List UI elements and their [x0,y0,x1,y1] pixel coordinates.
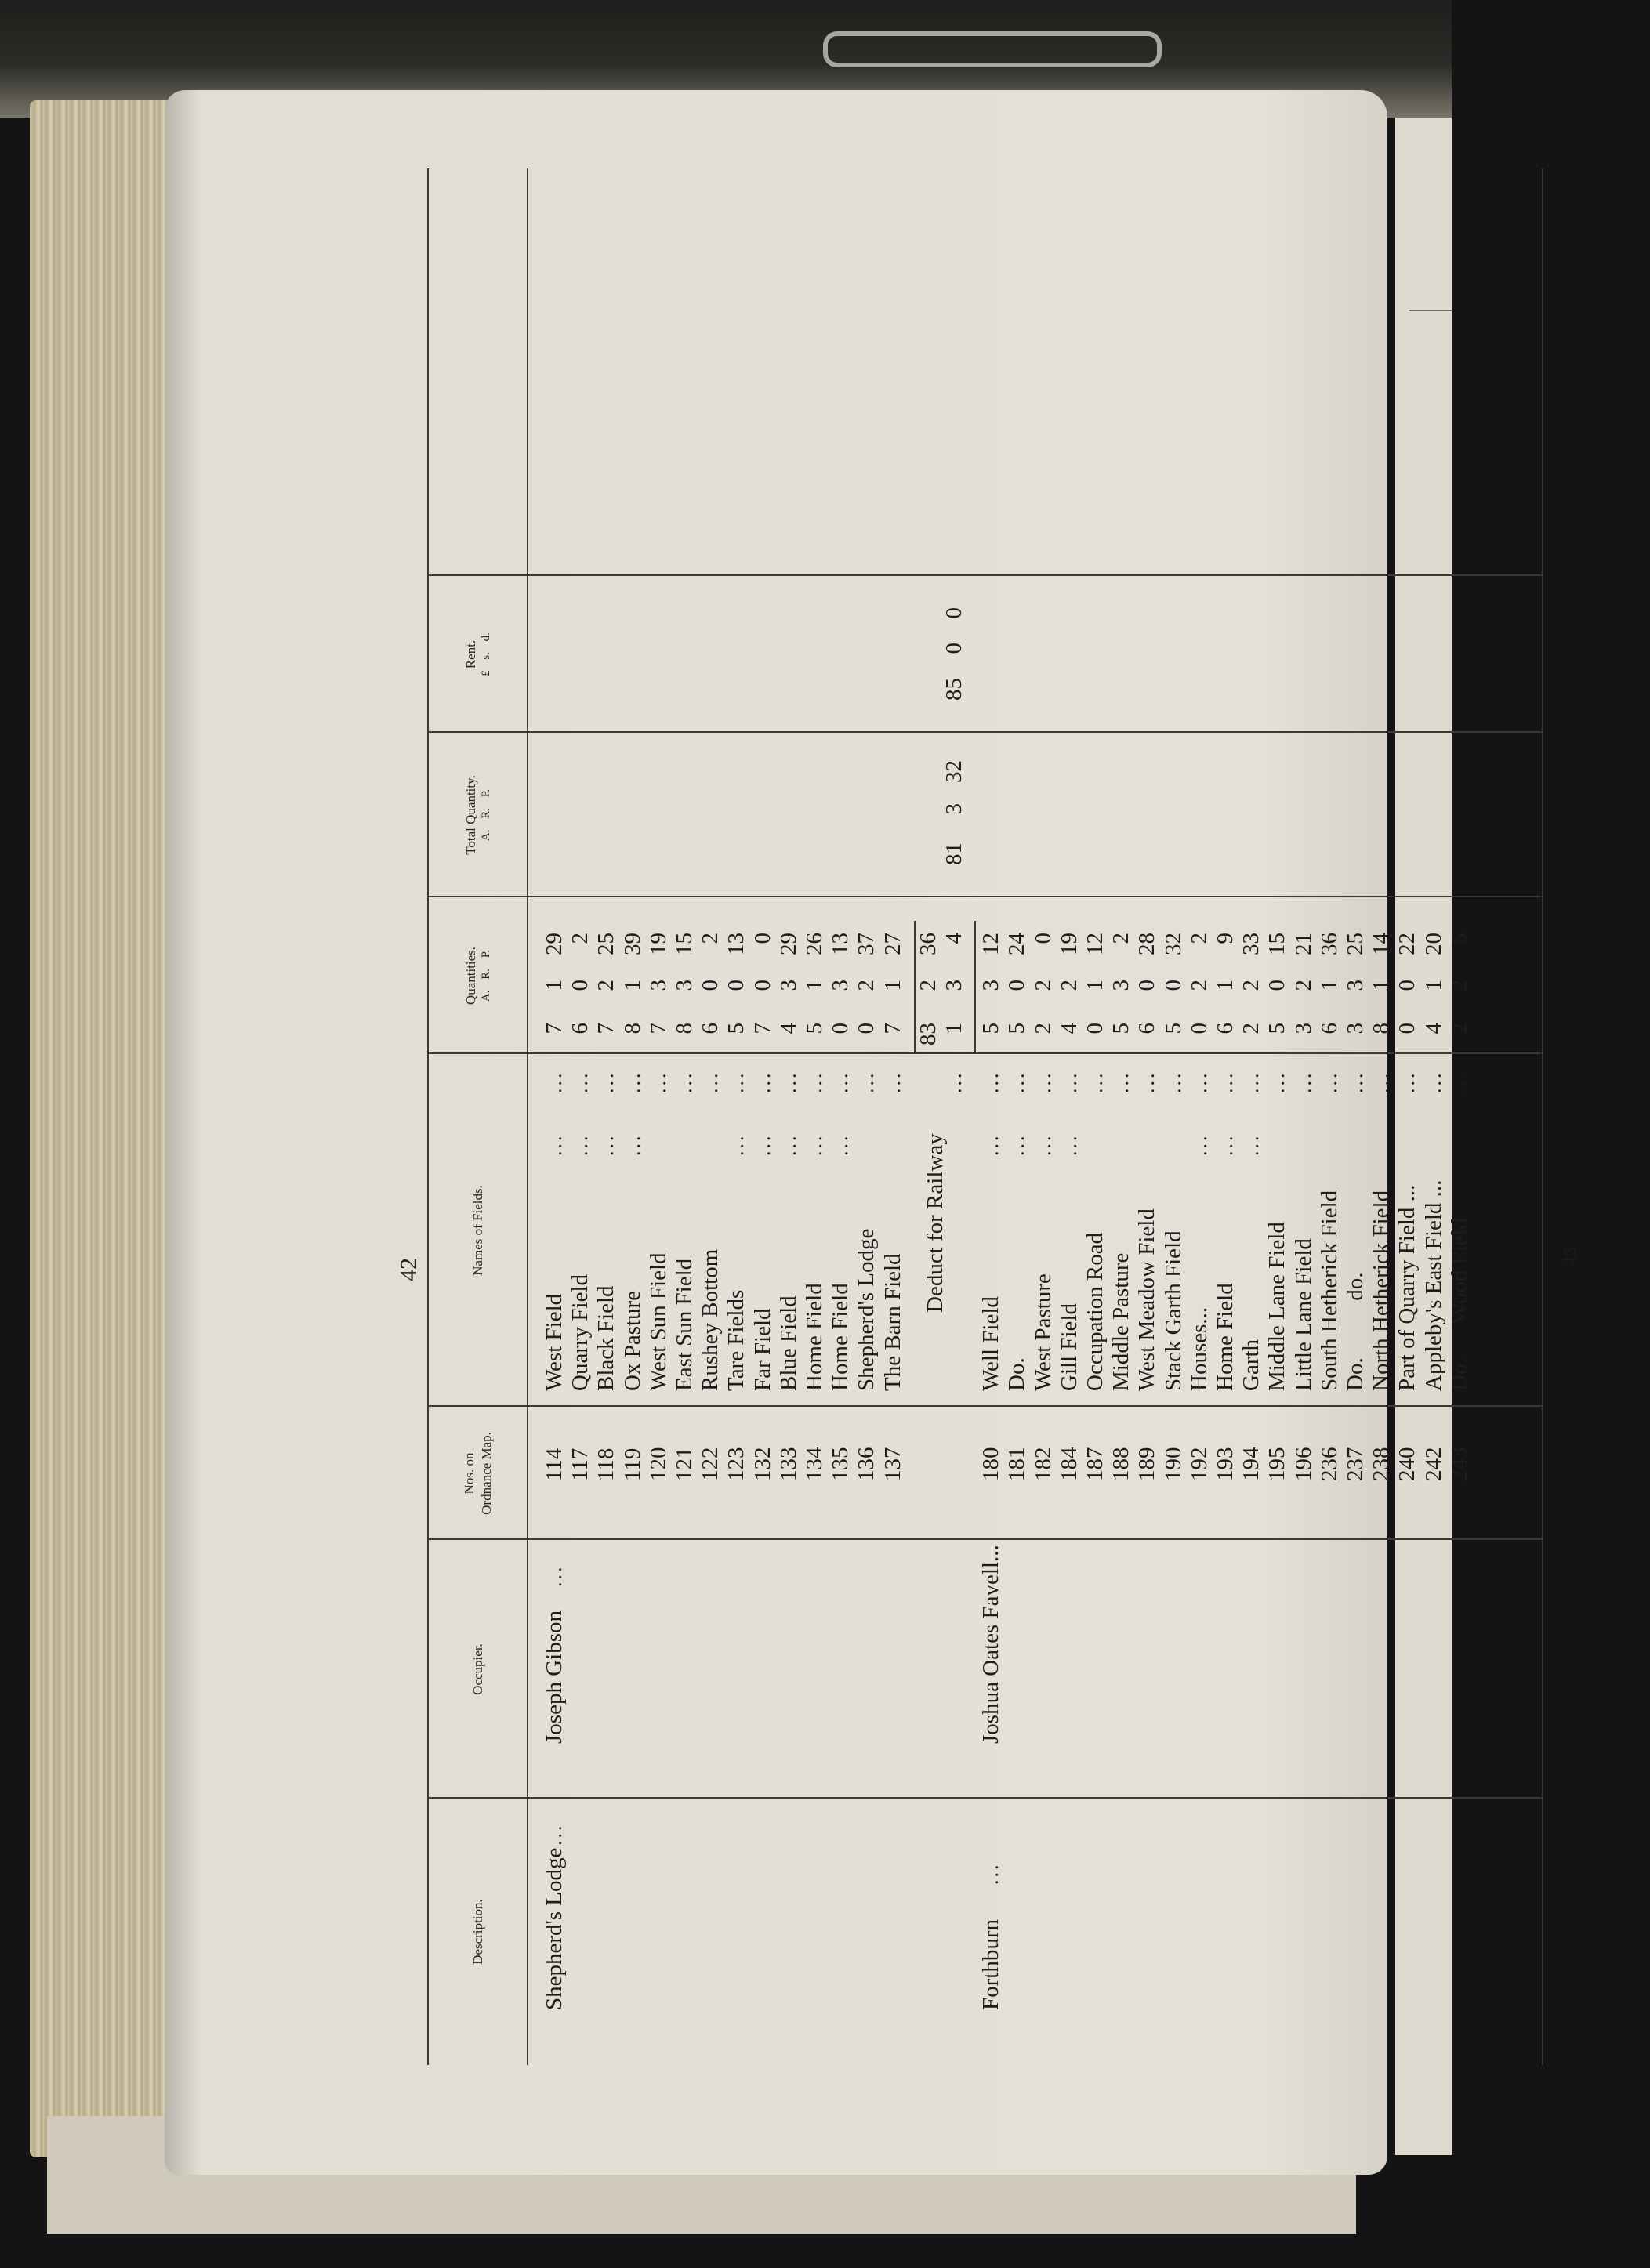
description-dots: ... [543,1823,566,1846]
header-occupier: Occupier. [470,1643,485,1695]
subtotal-acres: 83 [915,1023,941,1045]
quantity-perches: 29 [542,933,567,955]
row-end-dots: ... [1136,1071,1159,1093]
quantity-roods: 0 [1160,980,1186,991]
quantity-acres: 4 [1420,1023,1446,1034]
ordnance-number: 120 [645,1447,671,1481]
quantity-acres: 0 [1186,1023,1212,1034]
quantity-perches: 32 [1160,933,1186,955]
field-name: East Sun Field [672,1258,697,1391]
header-quantities: Quantities. A. R. P. [462,946,492,1005]
quantity-perches: 39 [619,933,645,955]
quantity-roods: 2 [1238,980,1264,991]
deduct-rule [974,921,976,1054]
quantity-roods: 1 [1369,980,1394,991]
total-perches: 32 [941,760,966,783]
quantity-roods: 1 [1082,980,1108,991]
quantity-roods: 3 [828,980,854,991]
field-name: Garth [1238,1339,1264,1391]
estate-table [427,168,1543,2065]
field-name: Ox Pasture [619,1290,645,1391]
row-end-dots: ... [1032,1071,1055,1093]
field-name: Well Field [978,1296,1004,1391]
ordnance-number: 184 [1056,1447,1082,1481]
row-end-dots: ... [1240,1071,1264,1093]
table-header [429,168,528,2065]
ordnance-number: 189 [1134,1447,1160,1481]
row-end-dots: ... [621,1071,644,1093]
ordnance-number: 237 [1343,1447,1368,1481]
ordnance-number: 187 [1082,1447,1108,1481]
quantity-roods: 0 [1394,980,1420,991]
field-name: Tare Fields [723,1289,749,1391]
deduct-dots: ... [943,1071,966,1093]
quantity-perches: 0 [1030,933,1056,944]
ordnance-number: 117 [568,1447,593,1481]
rent-shillings: 0 [941,643,966,654]
quantity-roods: 3 [775,980,801,991]
field-name: Occupation Road [1082,1232,1108,1391]
quantity-acres: 6 [1213,1023,1238,1034]
quantity-perches: 25 [1343,933,1368,955]
rent-pounds: 85 [941,678,966,701]
field-name: West Sun Field [645,1252,671,1391]
field-name: Little Lane Field [1290,1238,1316,1391]
quantity-perches: 24 [1004,933,1030,955]
deduct-acres: 1 [941,1023,966,1034]
field-name: West Field [542,1293,567,1391]
quantity-roods: 0 [568,980,593,991]
field-name: Houses... [1186,1306,1212,1391]
ordnance-number: 195 [1264,1447,1290,1481]
row-end-dots: ... [1448,1071,1471,1093]
quantity-perches: 13 [723,933,749,955]
quantity-roods: 1 [542,980,567,991]
row-end-dots: ... [725,1071,749,1093]
row-end-dots: ... [1214,1071,1237,1093]
quantity-acres: 2 [1238,1023,1264,1034]
quantity-roods: 0 [1004,980,1030,991]
row-end-dots: ... [595,1071,618,1093]
row-end-dots: ... [803,1071,826,1093]
field-name-dots: ... [980,1133,1003,1156]
field-name: The Barn Field [879,1253,905,1391]
quantity-roods: 1 [802,980,827,991]
field-name: Do. do. [1343,1272,1368,1391]
ordnance-number: 196 [1290,1447,1316,1481]
field-name: Home Field [1213,1283,1238,1391]
field-name-dots: ... [569,1133,593,1156]
description-dots: ... [980,1862,1003,1885]
quantity-acres: 4 [775,1023,801,1034]
quantity-roods: 1 [619,980,645,991]
quantity-acres: 5 [1108,1023,1134,1034]
quantity-roods: 3 [978,980,1004,991]
quantity-roods: 2 [1056,980,1082,991]
deduct-railway-label: Deduct for Railway [923,1133,948,1313]
ordnance-number: 122 [698,1447,723,1481]
field-name: South Hetherick Field [1316,1190,1342,1391]
field-name: Rushey Bottom [698,1248,723,1391]
page-number-right: 43 [1560,1245,1579,1266]
ledger-page [165,90,1579,2175]
row-end-dots: ... [673,1071,696,1093]
quantity-acres: 8 [619,1023,645,1034]
field-name: Quarry Field [568,1274,593,1391]
ordnance-number: 123 [723,1447,749,1481]
field-name: Middle Lane Field [1264,1222,1290,1391]
quantity-perches: 19 [645,933,671,955]
rent-pence: 0 [941,607,966,619]
quantity-acres: 3 [1343,1023,1368,1034]
header-ordnance-nos: Nos. on Ordnance Map. [462,1432,494,1515]
row-end-dots: ... [543,1071,566,1093]
field-name: Appleby's East Field ... [1420,1179,1446,1391]
field-name: Do. [1004,1357,1030,1391]
quantity-roods: 2 [1290,980,1316,991]
row-end-dots: ... [1344,1071,1367,1093]
row-end-dots: ... [1370,1071,1394,1093]
subtotal-roods: 2 [915,980,941,991]
row-end-dots: ... [1396,1071,1420,1093]
field-name: North Hetherick Field [1369,1190,1394,1391]
row-end-dots: ... [1188,1071,1211,1093]
quantity-acres: 0 [1082,1023,1108,1034]
quantity-acres: 8 [1369,1023,1394,1034]
field-name: West Pasture [1030,1273,1056,1391]
quantity-perches: 2 [698,933,723,944]
occupier-name: Joseph Gibson [542,1610,567,1744]
field-name: Black Field [593,1285,619,1391]
ordnance-number: 181 [1004,1447,1030,1481]
rotated-ledger-content [396,106,1650,2175]
field-name: Shepherd's Lodge [854,1228,879,1391]
field-name-dots: ... [803,1133,826,1156]
deduct-roods: 3 [941,980,966,991]
quantity-perches: 12 [978,933,1004,955]
quantity-acres: 7 [593,1023,619,1034]
quantity-perches: 22 [1394,933,1420,955]
ordnance-number: 192 [1186,1447,1212,1481]
quantity-roods: 0 [1134,980,1160,991]
field-name: Far Field [749,1308,775,1391]
ordnance-number: 180 [978,1447,1004,1481]
ordnance-number: 136 [854,1447,879,1481]
ordnance-number: 190 [1160,1447,1186,1481]
description-label: Shepherd's Lodge [542,1847,567,2010]
quantity-acres: 7 [542,1023,567,1034]
quantity-acres: 5 [1264,1023,1290,1034]
field-name-dots: ... [1188,1133,1211,1156]
quantity-perches: 27 [879,933,905,955]
row-end-dots: ... [829,1071,853,1093]
quantity-acres: 5 [723,1023,749,1034]
quantity-acres: 8 [672,1023,697,1034]
page-number-left: 42 [396,1258,422,1281]
ordnance-number: 137 [879,1447,905,1481]
quantity-perches: 21 [1290,933,1316,955]
quantity-perches: 20 [1420,933,1446,955]
field-name-dots: ... [595,1133,618,1156]
description-label: Forthburn [978,1919,1004,2010]
field-name: Stack Garth Field [1160,1230,1186,1391]
ordnance-number: 243 [1446,1447,1472,1481]
field-name-dots: ... [1006,1133,1029,1156]
quantity-perches: 2 [1108,933,1134,944]
ordnance-number: 194 [1238,1447,1264,1481]
quantity-perches: 9 [1213,933,1238,944]
field-name-dots: ... [543,1133,566,1156]
field-name: Do. Wood Field [1446,1217,1472,1391]
occupier-name: Joshua Oates Favell... [978,1545,1004,1744]
quantity-roods: 2 [1186,980,1212,991]
field-name: Home Field [828,1283,854,1391]
quantity-acres: 6 [1134,1023,1160,1034]
quantity-perches: 19 [1056,933,1082,955]
quantity-acres: 5 [1004,1023,1030,1034]
row-end-dots: ... [1266,1071,1289,1093]
total-roods: 3 [941,803,966,815]
field-name: West Meadow Field [1134,1208,1160,1391]
quantity-roods: 2 [854,980,879,991]
quantity-acres: 5 [802,1023,827,1034]
quantity-perches: 15 [672,933,697,955]
ordnance-number: 240 [1394,1447,1420,1481]
field-name-dots: ... [1214,1133,1237,1156]
quantity-roods: 2 [1446,980,1472,991]
quantity-perches: 33 [1238,933,1264,955]
ordnance-number: 238 [1369,1447,1394,1481]
field-name: Blue Field [775,1295,801,1391]
header-rent: Rent. £ s. d. [462,632,492,676]
quantity-roods: 0 [723,980,749,991]
field-name-dots: ... [725,1133,749,1156]
field-name-dots: ... [621,1133,644,1156]
quantity-roods: 1 [1420,980,1446,991]
ordnance-number: 118 [593,1447,619,1481]
quantity-roods: 0 [1264,980,1290,991]
quantity-roods: 2 [593,980,619,991]
quantity-acres: 5 [978,1023,1004,1034]
field-name-dots: ... [829,1133,853,1156]
ordnance-number: 119 [619,1447,645,1481]
row-end-dots: ... [569,1071,593,1093]
row-end-dots: ... [1057,1071,1081,1093]
field-name: Gill Field [1056,1303,1082,1391]
row-end-dots: ... [1292,1071,1315,1093]
ordnance-number: 132 [749,1447,775,1481]
quantity-acres: 7 [645,1023,671,1034]
quantity-acres: 6 [568,1023,593,1034]
quantity-roods: 1 [1213,980,1238,991]
row-end-dots: ... [881,1071,905,1093]
row-end-dots: ... [1162,1071,1185,1093]
ordnance-number: 193 [1213,1447,1238,1481]
field-name-dots: ... [1240,1133,1264,1156]
quantity-acres: 6 [698,1023,723,1034]
quantity-perches: 14 [1369,933,1394,955]
quantity-roods: 3 [1343,980,1368,991]
quantity-perches: 26 [802,933,827,955]
page-edges [30,100,187,2157]
total-acres: 81 [941,842,966,865]
ordnance-number: 114 [542,1447,567,1481]
row-end-dots: ... [980,1071,1003,1093]
quantity-acres: 6 [1316,1023,1342,1034]
ordnance-number: 133 [775,1447,801,1481]
quantity-perches: 12 [1082,933,1108,955]
row-end-dots: ... [699,1071,723,1093]
field-name-dots: ... [1032,1133,1055,1156]
quantity-roods: 3 [1108,980,1134,991]
quantity-perches: 5 [1446,933,1472,944]
quantity-roods: 1 [879,980,905,991]
quantity-perches: 13 [828,933,854,955]
field-name-dots: ... [1057,1133,1081,1156]
row-end-dots: ... [1318,1071,1341,1093]
field-name: Part of Quarry Field ... [1394,1184,1420,1391]
header-field-names: Names of Fields. [470,1185,485,1276]
quantity-roods: 1 [1316,980,1342,991]
row-end-dots: ... [1422,1071,1445,1093]
quantity-acres: 2 [1446,1023,1472,1034]
quantity-perches: 15 [1264,933,1290,955]
deduct-perches: 4 [941,933,966,944]
ordnance-number: 134 [802,1447,827,1481]
quantity-roods: 0 [749,980,775,991]
quantity-acres: 2 [1030,1023,1056,1034]
quantity-roods: 3 [672,980,697,991]
quantity-acres: 4 [1056,1023,1082,1034]
ordnance-number: 242 [1420,1447,1446,1481]
quantity-roods: 3 [645,980,671,991]
quantity-acres: 0 [1394,1023,1420,1034]
field-name-dots: ... [751,1133,774,1156]
quantity-perches: 37 [854,933,879,955]
quantity-acres: 7 [879,1023,905,1034]
quantity-perches: 2 [1186,933,1212,944]
quantity-acres: 7 [749,1023,775,1034]
quantity-perches: 29 [775,933,801,955]
row-end-dots: ... [855,1071,879,1093]
row-end-dots: ... [777,1071,800,1093]
quantity-perches: 25 [593,933,619,955]
ordnance-number: 188 [1108,1447,1134,1481]
row-end-dots: ... [1110,1071,1133,1093]
ordnance-number: 121 [672,1447,697,1481]
field-name: Home Field [802,1283,827,1391]
quantity-perches: 2 [568,933,593,944]
occupier-dots: ... [543,1564,566,1587]
row-end-dots: ... [751,1071,774,1093]
quantity-acres: 5 [1160,1023,1186,1034]
quantity-roods: 0 [698,980,723,991]
ordnance-number: 135 [828,1447,854,1481]
quantity-roods: 2 [1030,980,1056,991]
quantity-perches: 36 [1316,933,1342,955]
quantity-perches: 0 [749,933,775,944]
field-name: Middle Pasture [1108,1252,1134,1391]
ordnance-number: 236 [1316,1447,1342,1481]
row-end-dots: ... [647,1071,670,1093]
row-end-dots: ... [1084,1071,1107,1093]
quantity-acres: 0 [828,1023,854,1034]
quantity-acres: 0 [854,1023,879,1034]
row-end-dots: ... [1006,1071,1029,1093]
ordnance-number: 182 [1030,1447,1056,1481]
binder-clip [823,31,1162,67]
quantity-acres: 3 [1290,1023,1316,1034]
subtotal-perches: 36 [915,933,941,955]
field-name-dots: ... [777,1133,800,1156]
quantity-perches: 28 [1134,933,1160,955]
header-total-quantity: Total Quantity. A. R. P. [462,775,492,855]
header-description: Description. [470,1899,485,1965]
